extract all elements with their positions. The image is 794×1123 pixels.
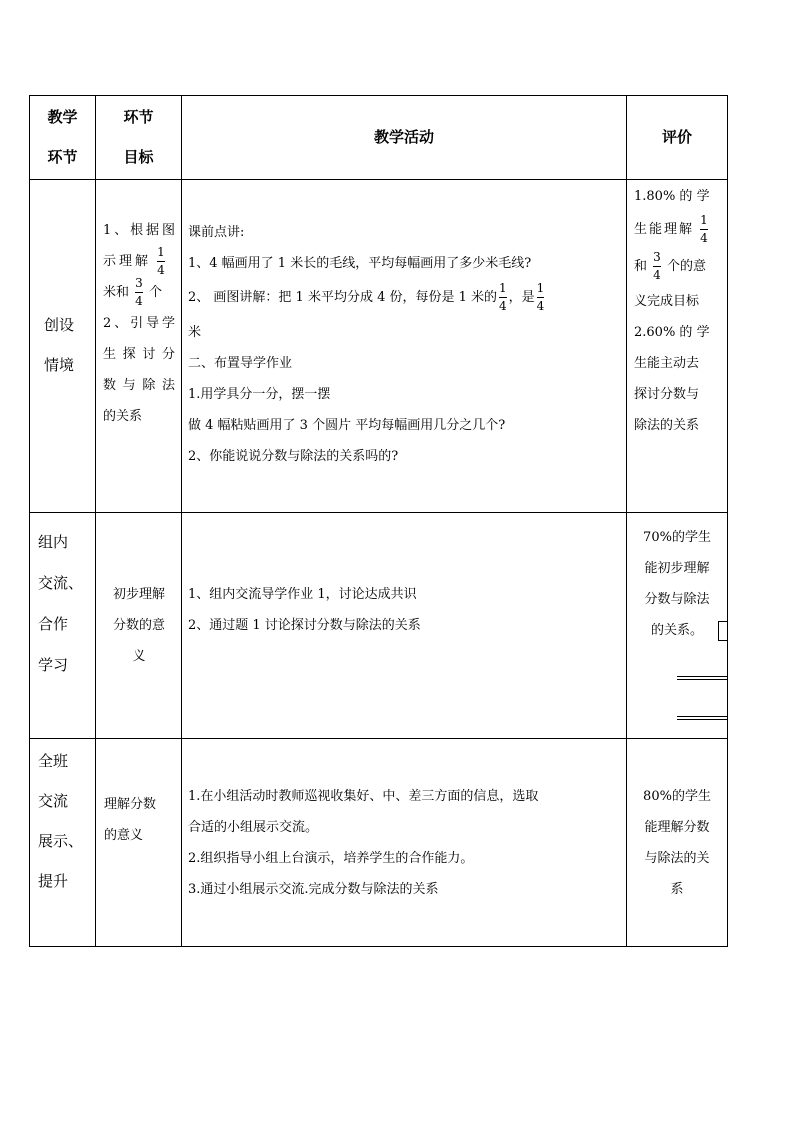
activity-text: 2、 画图讲解：把 1 米平均分成 4 份，每份是 1 米的	[188, 290, 498, 305]
header-teaching-activity	[182, 117, 626, 157]
row1-goal	[103, 215, 175, 432]
stray-double-line	[677, 719, 727, 720]
activity-line: 1、4 幅画用了 1 米长的毛线，平均每幅画用了多少米毛线?	[188, 256, 532, 271]
stage-line: 情境	[44, 356, 75, 374]
goal-line: 分数的意	[112, 618, 165, 633]
activity-line: 做 4 幅粘贴画用了 3 个圆片 平均每幅画用几分之几个?	[188, 418, 506, 433]
activity-line: 1.在小组活动时教师巡视收集好、中、差三方面的信息，选取	[188, 789, 539, 804]
stage-line: 学习	[38, 656, 69, 674]
activity-line: 2、通过题 1 讨论探讨分数与除法的关系	[188, 618, 421, 633]
table-row-divider	[29, 179, 728, 180]
eval-line: 70%的学生	[643, 530, 711, 545]
table-col-divider	[626, 95, 627, 947]
activity-line: 课前点讲:	[188, 225, 245, 240]
stage-line: 合作	[38, 615, 69, 633]
row1-stage	[44, 305, 84, 385]
goal-text: 示理解	[103, 254, 152, 269]
goal-line: 1、根据图	[103, 223, 175, 238]
eval-line: 的关系。	[650, 623, 703, 638]
stage-line: 交流	[38, 792, 69, 810]
header-line: 教学	[47, 108, 78, 126]
table-col-divider	[181, 95, 182, 947]
goal-line: 生探讨分	[103, 347, 175, 362]
table-border-left	[29, 95, 30, 947]
row1-evaluation	[634, 181, 720, 441]
fraction-three-quarters: $\frac{3}{4}$	[653, 250, 661, 282]
eval-line	[634, 248, 720, 286]
row3-goal	[104, 789, 178, 851]
fraction-one-quarter: $\frac{1}{4}$	[536, 281, 545, 313]
goal-line: 初步理解	[112, 587, 165, 602]
row2-evaluation	[630, 522, 724, 646]
eval-line: 分数与除法	[644, 592, 710, 607]
eval-line	[634, 212, 720, 248]
goal-line	[103, 246, 175, 277]
eval-text: 个的意	[666, 259, 706, 274]
header-line: 评价	[661, 128, 692, 146]
row2-stage	[38, 522, 94, 686]
goal-line: 理解分数	[104, 797, 157, 812]
header-line: 目标	[123, 148, 154, 166]
activity-line: 二、布置导学作业	[188, 356, 293, 371]
eval-line: 探讨分数与	[634, 387, 700, 402]
table-row-divider	[29, 512, 728, 513]
eval-line: 能理解分数	[644, 820, 710, 835]
stage-line: 创设	[44, 316, 75, 334]
goal-line: 数与除法	[103, 378, 175, 393]
eval-text: 生能理解	[634, 222, 695, 237]
table-border-bottom	[29, 946, 728, 947]
table-col-divider	[95, 95, 96, 947]
row3-activity	[188, 781, 620, 905]
activity-text: ，是	[508, 290, 535, 305]
eval-line: 系	[670, 882, 684, 897]
header-teaching-stage	[30, 97, 95, 177]
eval-line: 义完成目标	[634, 294, 700, 309]
header-line: 环节	[123, 108, 154, 126]
eval-line: 除法的关系	[634, 418, 700, 433]
stage-line: 提升	[38, 872, 69, 890]
eval-line: 80%的学生	[643, 789, 711, 804]
activity-line: 3.通过小组展示交流.完成分数与除法的关系	[188, 882, 439, 897]
stray-double-line	[677, 679, 727, 680]
eval-line: 生能主动去	[634, 356, 700, 371]
stage-line: 全班	[38, 752, 69, 770]
activity-line: 2、你能说说分数与除法的关系吗的?	[188, 449, 399, 464]
stray-double-line	[677, 716, 727, 717]
table-row-divider	[29, 738, 728, 739]
goal-text: 米和	[103, 285, 130, 300]
goal-line	[103, 277, 175, 308]
stray-double-line	[677, 676, 727, 677]
eval-text: 和	[634, 259, 648, 274]
eval-line: 与除法的关	[644, 851, 710, 866]
activity-line: 合适的小组展示交流。	[188, 820, 319, 835]
fraction-one-quarter: $\frac{1}{4}$	[157, 245, 165, 277]
header-evaluation	[627, 117, 727, 157]
row1-activity	[188, 217, 620, 472]
header-line: 环节	[47, 148, 78, 166]
fraction-three-quarters: $\frac{3}{4}$	[135, 276, 143, 308]
header-line: 教学活动	[373, 128, 434, 146]
row3-stage	[38, 741, 94, 901]
header-stage-goal	[96, 97, 181, 177]
goal-line: 2、引导学	[103, 316, 175, 331]
stage-line: 展示、	[38, 832, 84, 850]
stage-line: 组内	[38, 533, 69, 551]
row2-activity	[188, 579, 620, 641]
stage-line: 交流、	[38, 574, 84, 592]
activity-line: 2.组织指导小组上台演示，培养学生的合作能力。	[188, 851, 474, 866]
activity-line: 1.用学具分一分，摆一摆	[188, 387, 331, 402]
row3-evaluation	[630, 781, 724, 905]
eval-line: 1.80% 的 学	[634, 189, 710, 204]
eval-line: 2.60% 的 学	[634, 325, 710, 340]
goal-line: 义	[132, 649, 146, 664]
eval-line: 能初步理解	[644, 561, 710, 576]
goal-line: 的意义	[104, 828, 144, 843]
table-border-right	[727, 95, 728, 947]
activity-line: 1、组内交流导学作业 1，讨论达成共识	[188, 587, 417, 602]
goal-line: 的关系	[103, 409, 143, 424]
fraction-one-quarter: $\frac{1}{4}$	[499, 281, 507, 313]
fraction-one-quarter: $\frac{1}{4}$	[700, 213, 708, 245]
row2-goal	[100, 579, 178, 672]
activity-line: 米	[188, 325, 202, 340]
activity-line	[188, 279, 620, 317]
table-border-top	[29, 95, 728, 96]
goal-text: 个	[148, 285, 162, 300]
